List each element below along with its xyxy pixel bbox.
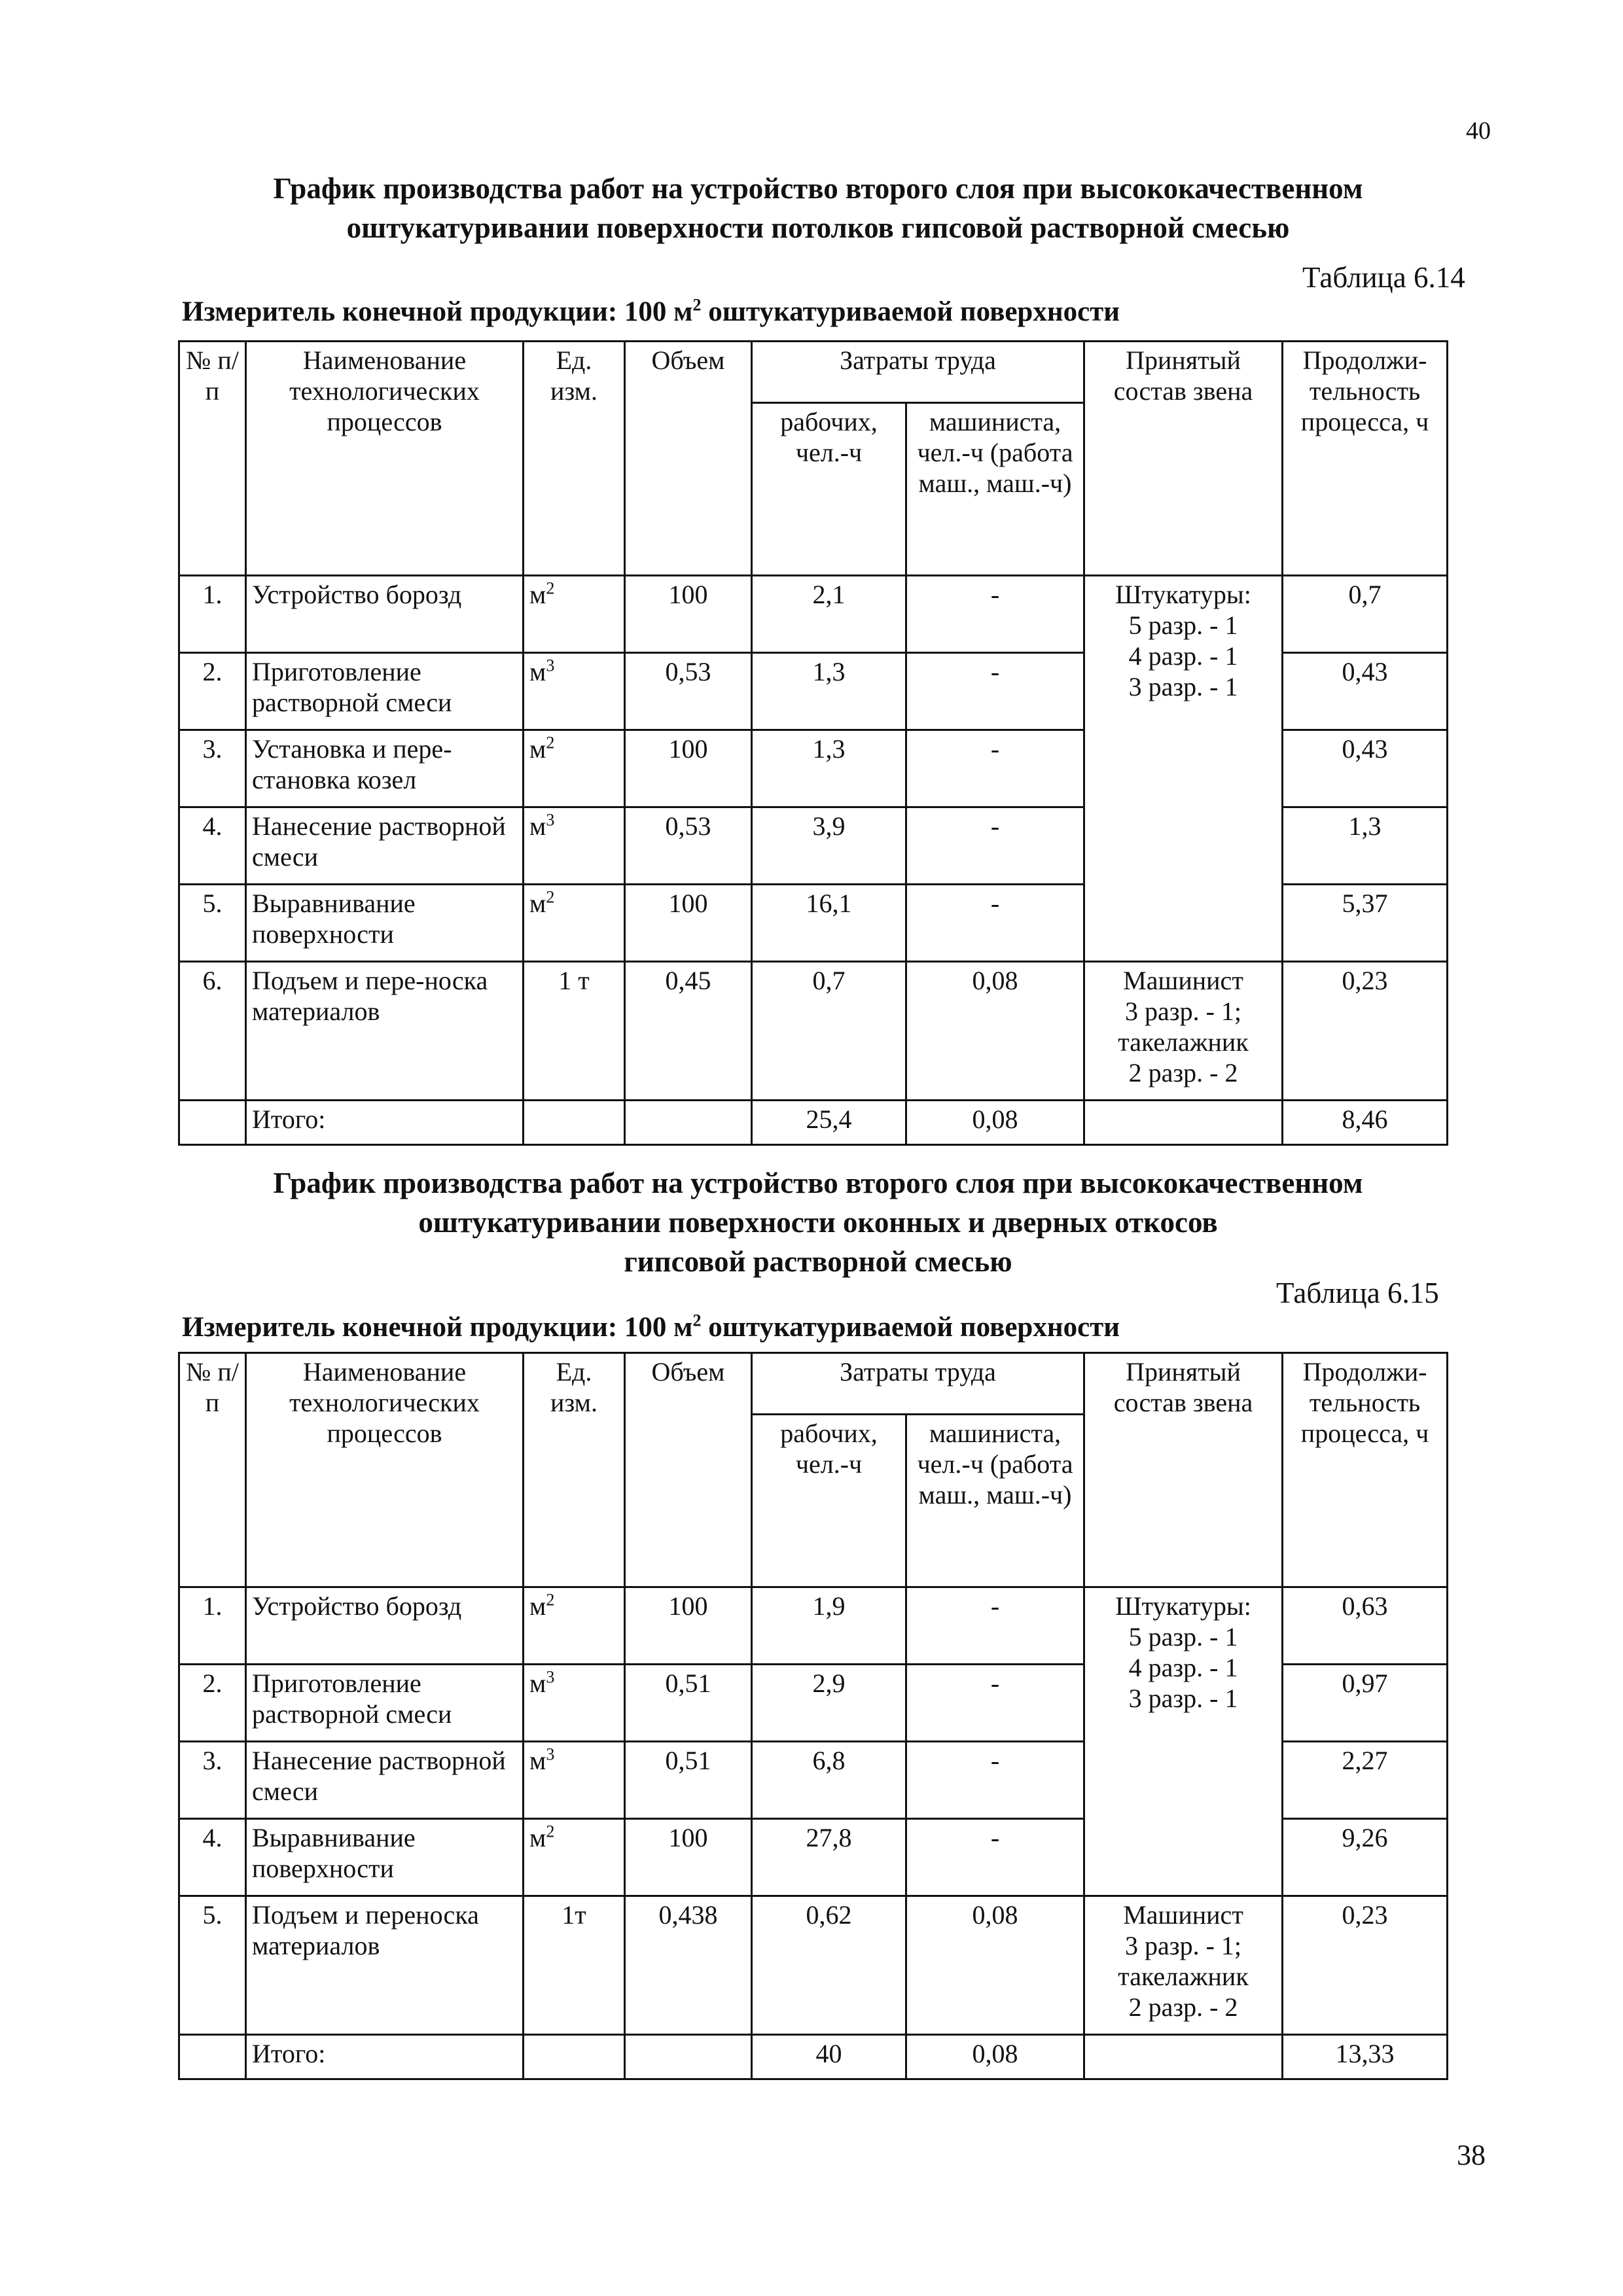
row-num: 2. <box>179 653 246 730</box>
page-number-bottom: 38 <box>1457 2139 1486 2171</box>
row-unit-text: м <box>529 811 546 841</box>
header-crew: Принятый состав звена <box>1084 342 1283 576</box>
row-workers: 16,1 <box>752 885 906 962</box>
row-workers: 0,62 <box>752 1896 906 2035</box>
row-workers: 1,3 <box>752 653 906 730</box>
table1-meter-sup: 2 <box>692 295 702 315</box>
row-unit-text: 1 т <box>558 966 590 995</box>
table1-meter-suffix: оштукатуриваемой поверхности <box>701 296 1120 327</box>
row-unit-sup: 3 <box>546 810 555 830</box>
row-unit-sup: 2 <box>546 1822 555 1841</box>
crew-line: 2 разр. - 2 <box>1128 1992 1238 2022</box>
header-crew: Принятый состав звена <box>1084 1353 1283 1587</box>
total-empty <box>524 1101 625 1145</box>
crew-line: Машинист <box>1123 966 1243 995</box>
row-unit-text: м <box>529 734 546 764</box>
row-name: Подъем и пере-носка материалов <box>246 962 524 1101</box>
crew-line: 2 разр. - 2 <box>1128 1058 1238 1087</box>
row-name: Выравнивание поверхности <box>246 1819 524 1896</box>
crew-machinist <box>1084 962 1283 1101</box>
row-unit-sup: 2 <box>546 733 555 752</box>
header-operator: машиниста, чел.-ч (работа маш., маш.-ч) <box>906 403 1084 576</box>
row-duration: 9,26 <box>1283 1819 1448 1896</box>
table-row <box>179 576 1448 653</box>
row-num: 2. <box>179 1665 246 1742</box>
crew-line: 3 разр. - 1; <box>1125 1931 1242 1960</box>
crew-line: 4 разр. - 1 <box>1128 641 1238 671</box>
crew-line: 3 разр. - 1 <box>1128 1684 1238 1713</box>
total-row <box>179 2035 1448 2079</box>
table2-meter-sup: 2 <box>692 1311 702 1330</box>
row-num: 6. <box>179 962 246 1101</box>
row-volume: 100 <box>625 730 752 807</box>
total-empty <box>179 1101 246 1145</box>
row-unit-text: м <box>529 1591 546 1621</box>
row-unit-text: м <box>529 1746 546 1775</box>
row-workers: 1,3 <box>752 730 906 807</box>
row-unit-sup: 3 <box>546 1667 555 1687</box>
header-volume: Объем <box>625 1353 752 1587</box>
total-duration: 13,33 <box>1283 2035 1448 2079</box>
row-volume: 0,51 <box>625 1742 752 1819</box>
table2-number: Таблица 6.15 <box>1276 1277 1439 1309</box>
header-unit: Ед. изм. <box>524 1353 625 1587</box>
row-workers: 3,9 <box>752 807 906 885</box>
row-operator: - <box>906 653 1084 730</box>
row-workers: 27,8 <box>752 1819 906 1896</box>
row-unit <box>524 807 625 885</box>
row-num: 4. <box>179 1819 246 1896</box>
table-row <box>179 1587 1448 1665</box>
page-number-top: 40 <box>1466 117 1491 145</box>
crew-line: 5 разр. - 1 <box>1128 1622 1238 1651</box>
total-empty <box>625 1101 752 1145</box>
row-duration: 1,3 <box>1283 807 1448 885</box>
row-unit-sup: 3 <box>546 1744 555 1764</box>
crew-line: 3 разр. - 1 <box>1128 672 1238 701</box>
row-duration: 0,43 <box>1283 653 1448 730</box>
row-name: Нанесение растворной смеси <box>246 807 524 885</box>
row-operator: 0,08 <box>906 1896 1084 2035</box>
crew-line: Штукатуры: <box>1115 580 1251 609</box>
row-num: 1. <box>179 576 246 653</box>
table2-title-line1: График производства работ на устройство второго слоя при высококачественном <box>273 1167 1363 1199</box>
row-name: Устройство борозд <box>246 1587 524 1665</box>
row-duration: 2,27 <box>1283 1742 1448 1819</box>
row-operator: - <box>906 1819 1084 1896</box>
header-duration: Продолжи-тельность процесса, ч <box>1283 1353 1448 1587</box>
row-duration: 0,63 <box>1283 1587 1448 1665</box>
crew-line: 4 разр. - 1 <box>1128 1653 1238 1682</box>
header-workers: рабочих, чел.-ч <box>752 403 906 576</box>
table2-meter-prefix: Измеритель конечной продукции: 100 м <box>182 1312 693 1343</box>
row-operator: - <box>906 730 1084 807</box>
row-unit-text: м <box>529 657 546 686</box>
header-duration: Продолжи-тельность процесса, ч <box>1283 342 1448 576</box>
row-unit <box>524 1587 625 1665</box>
row-unit <box>524 730 625 807</box>
row-workers: 2,9 <box>752 1665 906 1742</box>
header-name: Наименование технологических процессов <box>246 342 524 576</box>
row-duration: 0,97 <box>1283 1665 1448 1742</box>
header-workers: рабочих, чел.-ч <box>752 1415 906 1587</box>
table1-meter <box>182 296 1120 328</box>
row-num: 4. <box>179 807 246 885</box>
total-empty <box>625 2035 752 2079</box>
row-num: 5. <box>179 885 246 962</box>
header-operator: машиниста, чел.-ч (работа маш., маш.-ч) <box>906 1415 1084 1587</box>
row-unit-text: м <box>529 1669 546 1698</box>
row-operator: - <box>906 885 1084 962</box>
total-label: Итого: <box>246 2035 524 2079</box>
row-duration: 0,23 <box>1283 962 1448 1101</box>
table1-number: Таблица 6.14 <box>1302 261 1465 294</box>
table1-title <box>164 169 1472 247</box>
row-unit <box>524 576 625 653</box>
table2-meter <box>182 1311 1120 1343</box>
header-unit: Ед. изм. <box>524 342 625 576</box>
row-unit-text: м <box>529 1823 546 1852</box>
row-name: Нанесение растворной смеси <box>246 1742 524 1819</box>
table1-meter-prefix: Измеритель конечной продукции: 100 м <box>182 296 693 327</box>
table-row <box>179 962 1448 1101</box>
table2-title-line3: гипсовой растворной смесью <box>624 1245 1012 1278</box>
row-operator: - <box>906 1665 1084 1742</box>
crew-plasterers <box>1084 1587 1283 1896</box>
crew-line: 5 разр. - 1 <box>1128 610 1238 640</box>
header-name: Наименование технологических процессов <box>246 1353 524 1587</box>
row-duration: 0,7 <box>1283 576 1448 653</box>
row-volume: 0,45 <box>625 962 752 1101</box>
row-volume: 100 <box>625 1819 752 1896</box>
crew-line: Машинист <box>1123 1900 1243 1930</box>
crew-line: Штукатуры: <box>1115 1591 1251 1621</box>
row-unit <box>524 885 625 962</box>
row-unit-sup: 2 <box>546 1590 555 1610</box>
row-name: Приготовление растворной смеси <box>246 1665 524 1742</box>
row-unit-sup: 2 <box>546 578 555 598</box>
total-duration: 8,46 <box>1283 1101 1448 1145</box>
table2-title-line2: оштукатуривании поверхности оконных и дверных откосов <box>418 1206 1218 1239</box>
row-unit-sup: 3 <box>546 656 555 675</box>
row-unit <box>524 1819 625 1896</box>
total-empty <box>1084 1101 1283 1145</box>
total-workers: 25,4 <box>752 1101 906 1145</box>
row-num: 1. <box>179 1587 246 1665</box>
row-unit-text: м <box>529 580 546 609</box>
crew-line: такелажник <box>1118 1027 1249 1057</box>
table-row <box>179 1896 1448 2035</box>
row-operator: - <box>906 576 1084 653</box>
row-num: 5. <box>179 1896 246 2035</box>
row-unit <box>524 1896 625 2035</box>
row-unit <box>524 653 625 730</box>
row-volume: 100 <box>625 1587 752 1665</box>
table1-title-line2: оштукатуривании поверхности потолков гипсовой растворной смесью <box>346 211 1290 244</box>
header-labor: Затраты труда <box>752 1353 1084 1415</box>
row-unit <box>524 962 625 1101</box>
row-workers: 2,1 <box>752 576 906 653</box>
total-empty <box>524 2035 625 2079</box>
row-duration: 0,43 <box>1283 730 1448 807</box>
row-operator: - <box>906 807 1084 885</box>
header-labor: Затраты труда <box>752 342 1084 403</box>
row-volume: 100 <box>625 885 752 962</box>
row-operator: - <box>906 1587 1084 1665</box>
row-unit <box>524 1742 625 1819</box>
table2-title <box>164 1163 1472 1281</box>
row-unit <box>524 1665 625 1742</box>
row-volume: 0,51 <box>625 1665 752 1742</box>
row-volume: 0,53 <box>625 653 752 730</box>
row-volume: 0,53 <box>625 807 752 885</box>
table1-title-line1: График производства работ на устройство второго слоя при высококачественном <box>273 172 1363 205</box>
total-operator: 0,08 <box>906 2035 1084 2079</box>
total-workers: 40 <box>752 2035 906 2079</box>
row-volume: 100 <box>625 576 752 653</box>
total-label: Итого: <box>246 1101 524 1145</box>
row-name: Установка и пере-становка козел <box>246 730 524 807</box>
total-empty <box>179 2035 246 2079</box>
row-unit-sup: 2 <box>546 887 555 907</box>
total-row <box>179 1101 1448 1145</box>
total-operator: 0,08 <box>906 1101 1084 1145</box>
table2-meter-suffix: оштукатуриваемой поверхности <box>701 1312 1120 1343</box>
row-duration: 5,37 <box>1283 885 1448 962</box>
row-operator: 0,08 <box>906 962 1084 1101</box>
header-num: № п/п <box>179 1353 246 1587</box>
table1 <box>178 340 1448 1146</box>
row-workers: 6,8 <box>752 1742 906 1819</box>
total-empty <box>1084 2035 1283 2079</box>
row-workers: 0,7 <box>752 962 906 1101</box>
row-unit-text: 1т <box>562 1900 586 1930</box>
crew-machinist <box>1084 1896 1283 2035</box>
row-duration: 0,23 <box>1283 1896 1448 2035</box>
row-workers: 1,9 <box>752 1587 906 1665</box>
row-operator: - <box>906 1742 1084 1819</box>
row-volume: 0,438 <box>625 1896 752 2035</box>
row-name: Подъем и переноска материалов <box>246 1896 524 2035</box>
crew-line: 3 разр. - 1; <box>1125 997 1242 1026</box>
header-num: № п/п <box>179 342 246 576</box>
row-name: Выравнивание поверхности <box>246 885 524 962</box>
row-name: Приготовление растворной смеси <box>246 653 524 730</box>
table2 <box>178 1352 1448 2080</box>
row-name: Устройство борозд <box>246 576 524 653</box>
row-unit-text: м <box>529 889 546 918</box>
row-num: 3. <box>179 730 246 807</box>
header-volume: Объем <box>625 342 752 576</box>
crew-line: такелажник <box>1118 1962 1249 1991</box>
crew-plasterers <box>1084 576 1283 962</box>
row-num: 3. <box>179 1742 246 1819</box>
